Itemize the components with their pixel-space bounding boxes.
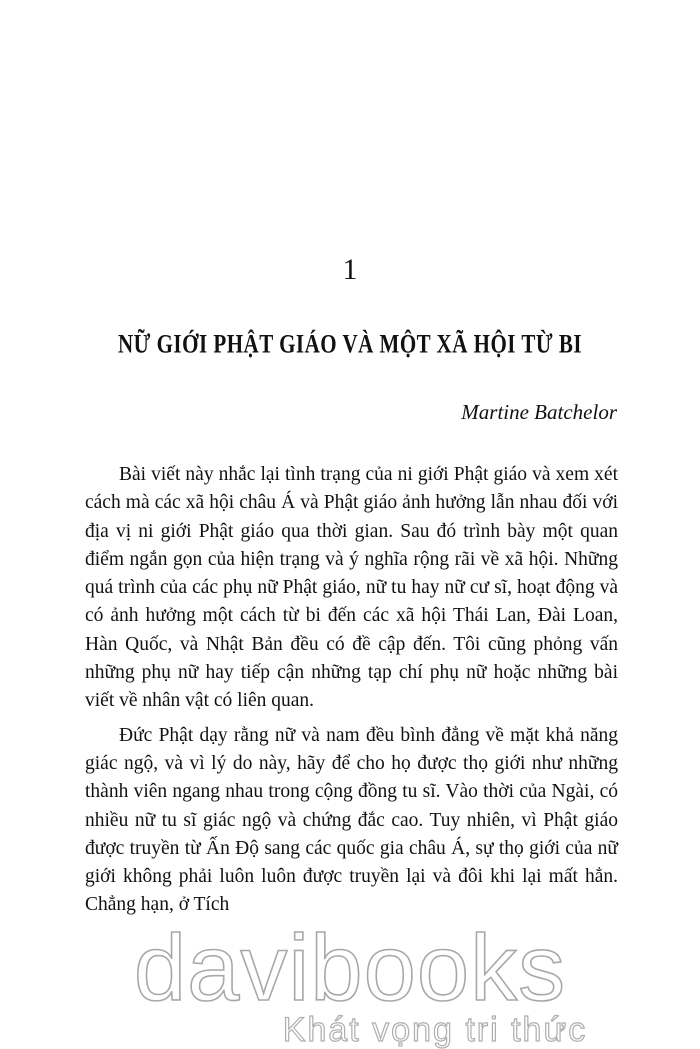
- body-text: [85, 461, 618, 926]
- watermark-slogan: Khát vọng tri thức: [282, 1011, 588, 1049]
- paragraph-1: Bài viết này nhắc lại tình trạng của ni giới Phật giáo và xem xét cách mà các xã hội châu Á và Phật giáo ảnh hưởng lẫn nhau đối với địa vị ni giới Phật giáo qua thời gian. Sau đó trình bày một quan điểm ngắn gọn của hiện trạng và ý nghĩa rộng rãi về xã hội. Những quá trình của các phụ nữ Phật giáo, nữ tu hay nữ cư sĩ, hoạt động và có ảnh hưởng một cách từ bi đến các xã hội Thái Lan, Đài Loan, Hàn Quốc, và Nhật Bản đều có đề cập đến. Tôi cũng phỏng vấn những phụ nữ hay tiếp cận những tạp chí phụ nữ hoặc những bài viết về nhân vật có liên quan.: [85, 464, 618, 712]
- watermark-logo: davibooks: [133, 915, 567, 1020]
- chapter-title: NỮ GIỚI PHẬT GIÁO VÀ MỘT XÃ HỘI TỪ BI: [117, 328, 583, 359]
- paragraph-2: Đức Phật dạy rằng nữ và nam đều bình đẳng về mặt khả năng giác ngộ, và vì lý do này, hãy để cho họ được thọ giới như những thành viên ngang nhau trong cộng đồng tu sĩ. Vào thời của Ngài, có nhiều nữ tu sĩ giác ngộ và chứng đắc cao. Tuy nhiên, vì Phật giáo được truyền từ Ấn Độ sang các quốc gia châu Á, sự thọ giới của nữ giới không phải luôn luôn được truyền lại và đôi khi lại mất hẳn. Chẳng hạn, ở Tích: [85, 724, 618, 916]
- author-name: Martine Batchelor: [461, 400, 617, 424]
- chapter-number: 1: [342, 253, 358, 286]
